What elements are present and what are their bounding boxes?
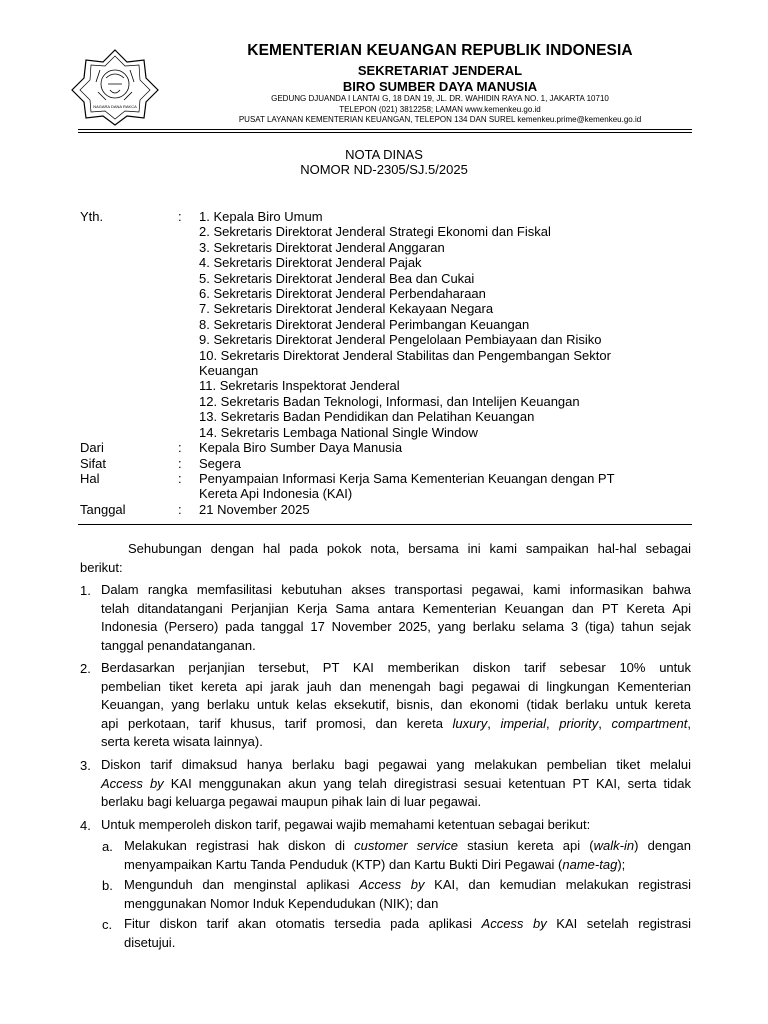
text-line: Access by KAI menggunakan akun yang telah diregistrasi sesuai ketentuan PT KAI, serta tidak bbox=[101, 775, 691, 791]
tanggal-label: Tanggal bbox=[80, 502, 126, 517]
letterhead-rule-thin bbox=[78, 132, 692, 133]
text-line: api perkotaan, tarif khusus, tarif promosi, dan kereta luxury, imperial, priority, compartment, bbox=[101, 715, 691, 731]
hal-label: Hal bbox=[80, 471, 100, 486]
subitem-a-text bbox=[124, 837, 691, 874]
intro-line: Sehubungan dengan hal pada pokok nota, bersama ini kami sampaikan hal-hal sebagai bbox=[128, 541, 691, 556]
hal-value bbox=[199, 471, 689, 502]
recipient-item: 3. Sekretaris Direktorat Jenderal Anggaran bbox=[199, 239, 445, 255]
sifat-colon: : bbox=[178, 456, 182, 471]
recipient-item: 9. Sekretaris Direktorat Jenderal Pengelolaan Pembiayaan dan Risiko bbox=[199, 332, 602, 348]
meta-divider bbox=[78, 524, 692, 525]
sifat-value: Segera bbox=[199, 456, 241, 471]
recipient-item: Keuangan bbox=[199, 363, 259, 379]
logo-motto: NAGARA DANA RAKCA bbox=[93, 104, 137, 109]
item-number: 4. bbox=[80, 818, 91, 833]
phone-line: TELEPON (021) 3812258; LAMAN www.kemenkeu.go.id bbox=[339, 105, 541, 114]
dari-value: Kepala Biro Sumber Daya Manusia bbox=[199, 440, 403, 455]
intro-line: berikut: bbox=[80, 559, 123, 575]
yth-label: Yth. bbox=[80, 209, 104, 224]
subitem-letter: b. bbox=[102, 878, 113, 893]
tanggal-value: 21 November 2025 bbox=[199, 502, 310, 517]
hal-value-line: Kereta Api Indonesia (KAI) bbox=[199, 486, 353, 502]
recipient-item: 1. Kepala Biro Umum bbox=[199, 209, 323, 224]
subitem-letter: a. bbox=[102, 839, 113, 854]
item-number: 2. bbox=[80, 661, 91, 676]
recipient-item: 7. Sekretaris Direktorat Jenderal Kekayaan Negara bbox=[199, 301, 494, 317]
recipient-item: 6. Sekretaris Direktorat Jenderal Perbendaharaan bbox=[199, 286, 486, 302]
text-line: Fitur diskon tarif akan otomatis tersedia pada aplikasi Access by KAI setelah registrasi bbox=[124, 916, 691, 931]
text-line: Dalam rangka memfasilitasi kebutuhan akses transportasi pegawai, kami informasikan bahwa bbox=[101, 582, 691, 597]
item-3-text bbox=[101, 756, 691, 812]
recipient-item: 4. Sekretaris Direktorat Jenderal Pajak bbox=[199, 255, 422, 271]
text-line: Melakukan registrasi hak diskon di customer service stasiun kereta api (walk-in) dengan bbox=[124, 838, 691, 853]
text-line: Keuangan, yang berlaku untuk kelas eksekutif, bisnis, dan ekonomi (tidak berlaku untuk kereta bbox=[101, 697, 691, 713]
text-line: serta kereta wisata lainnya). bbox=[101, 734, 263, 750]
text-line: Indonesia (Persero) pada tanggal 17 November 2025, yang berlaku selama 3 (tiga) tahun sejak bbox=[101, 619, 691, 635]
text-line: Berdasarkan perjanjian tersebut, PT KAI memberikan diskon tarif sebesar 10% untuk bbox=[101, 660, 691, 675]
dari-colon: : bbox=[178, 440, 182, 455]
ministry-logo bbox=[70, 48, 160, 126]
recipient-item: 13. Sekretaris Badan Pendidikan dan Pelatihan Keuangan bbox=[199, 409, 535, 425]
recipient-item: 8. Sekretaris Direktorat Jenderal Perimbangan Keuangan bbox=[199, 316, 530, 332]
subitem-letter: c. bbox=[102, 917, 113, 932]
text-line: telah ditandatangani Perjanjian Kerja Sama antara Kementerian Keuangan dan PT Kereta Api bbox=[101, 600, 691, 616]
dari-label: Dari bbox=[80, 440, 104, 455]
recipient-list bbox=[199, 209, 689, 440]
recipient-item: 5. Sekretaris Direktorat Jenderal Bea dan Cukai bbox=[199, 270, 475, 286]
recipient-item: 14. Sekretaris Lembaga National Single Window bbox=[199, 424, 478, 440]
recipient-item: 11. Sekretaris Inspektorat Jenderal bbox=[199, 378, 400, 394]
item-2-text bbox=[101, 659, 691, 752]
recipient-item: 12. Sekretaris Badan Teknologi, Informasi, dan Intelijen Keuangan bbox=[199, 393, 580, 409]
text-line: Diskon tarif dimaksud hanya berlaku bagi pegawai yang melakukan pembelian tiket melalui bbox=[101, 757, 691, 772]
text-line: menyampaikan Kartu Tanda Penduduk (KTP) dan Kartu Bukti Diri Pegawai (name-tag); bbox=[124, 856, 626, 872]
item-4-text: Untuk memperoleh diskon tarif, pegawai wajib memahami ketentuan sebagai berikut: bbox=[101, 817, 591, 832]
yth-colon: : bbox=[178, 209, 182, 224]
sifat-label: Sifat bbox=[80, 456, 107, 471]
recipient-item: 10. Sekretaris Direktorat Jenderal Stabilitas dan Pengembangan Sektor bbox=[199, 347, 611, 363]
text-line: menggunakan Nomor Induk Kependudukan (NIK); dan bbox=[124, 895, 439, 911]
document-number: NOMOR ND-2305/SJ.5/2025 bbox=[300, 162, 468, 177]
text-line: Mengunduh dan menginstal aplikasi Access by KAI, dan kemudian melakukan registrasi bbox=[124, 877, 691, 892]
item-number: 3. bbox=[80, 758, 91, 773]
letterhead-rule-thick bbox=[78, 129, 692, 130]
recipient-item: 2. Sekretaris Direktorat Jenderal Strategi Ekonomi dan Fiskal bbox=[199, 224, 551, 240]
subitem-c-text bbox=[124, 915, 691, 952]
ministry-name: KEMENTERIAN KEUANGAN REPUBLIK INDONESIA bbox=[247, 42, 633, 59]
text-line: disetujui. bbox=[124, 934, 176, 950]
secretariat-name: SEKRETARIAT JENDERAL bbox=[357, 63, 523, 78]
subitem-b-text bbox=[124, 876, 691, 913]
hal-value-line: Penyampaian Informasi Kerja Sama Kementerian Keuangan dengan PT bbox=[199, 471, 615, 486]
document-type: NOTA DINAS bbox=[345, 147, 423, 162]
text-line: pembelian tiket kereta api jarak jauh dan menengah bagi pegawai di lingkungan Kementerian bbox=[101, 678, 691, 694]
text-line: tanggal penandatanganan. bbox=[101, 637, 256, 653]
text-line: berlaku bagi keluarga pegawai maupun pihak lain di luar pegawai. bbox=[101, 794, 482, 810]
tanggal-colon: : bbox=[178, 502, 182, 517]
bureau-name: BIRO SUMBER DAYA MANUSIA bbox=[342, 79, 538, 94]
service-line: PUSAT LAYANAN KEMENTERIAN KEUANGAN, TELEPON 134 DAN SUREL kemenkeu.prime@kemenkeu.go.id bbox=[238, 115, 642, 124]
hal-colon: : bbox=[178, 471, 182, 486]
item-number: 1. bbox=[80, 583, 91, 598]
address-line: GEDUNG DJUANDA I LANTAI G, 18 DAN 19, JL. DR. WAHIDIN RAYA NO. 1, JAKARTA 10710 bbox=[271, 94, 609, 103]
item-1-text bbox=[101, 581, 691, 655]
intro-paragraph bbox=[80, 540, 691, 577]
